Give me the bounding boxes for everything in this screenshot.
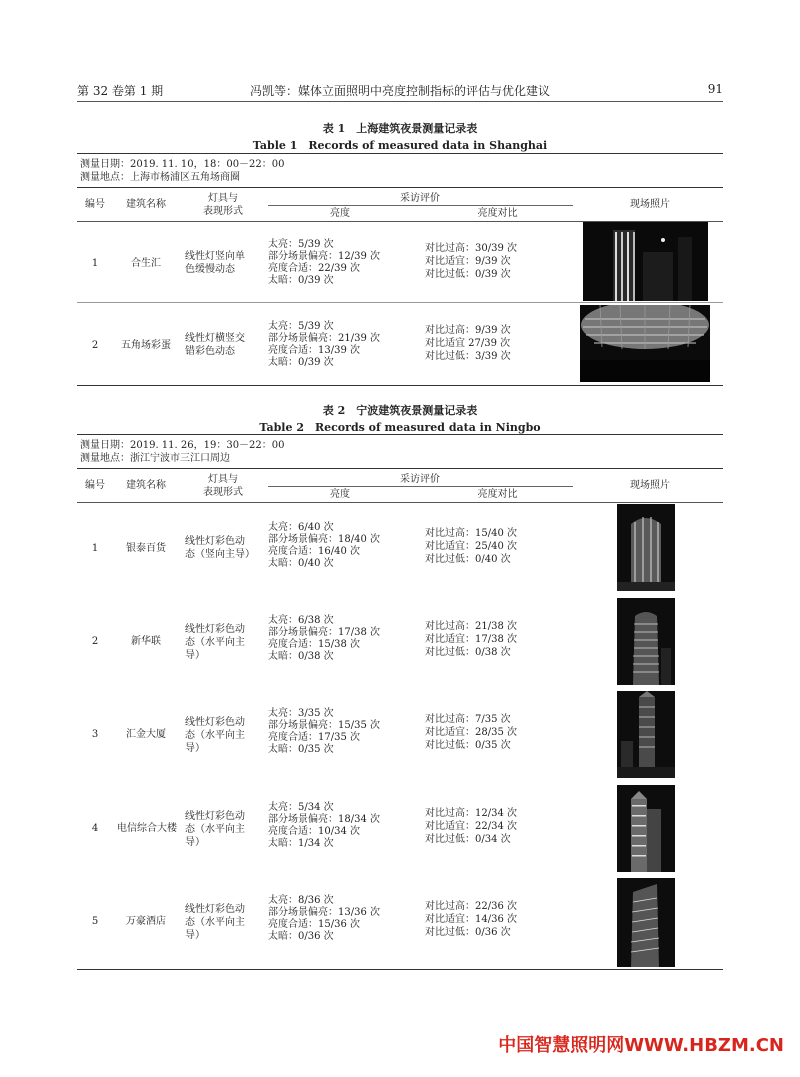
site-photo-yintai (617, 504, 675, 591)
fixture-form: 线性灯彩色动 (185, 624, 245, 635)
page-number: 91 (707, 82, 723, 96)
luminance-eval: 太暗：0/39 次 (268, 357, 334, 368)
luminance-eval: 太暗：0/40 次 (268, 558, 334, 569)
site-photo-xinhualian (617, 598, 675, 685)
col-photo: 现场照片 (630, 480, 670, 491)
building-name: 万豪酒店 (126, 916, 166, 927)
luminance-eval: 亮度合适：22/39 次 (268, 263, 360, 274)
table2-caption-en: Table 2 Records of measured data in Ningbo (259, 421, 541, 434)
table1-bottom-rule (77, 385, 723, 386)
watermark-text: 中国智慧照明网WWW.HBZM.CN (498, 1035, 784, 1056)
journal-volume: 第 32 卷第 1 期 (77, 84, 164, 98)
running-header (77, 82, 723, 100)
contrast-eval: 对比过高：7/35 次 (425, 714, 511, 725)
site-photo-telecom (617, 785, 675, 872)
contrast-eval: 对比过高：9/39 次 (425, 325, 511, 336)
fixture-form: 错彩色动态 (185, 346, 235, 357)
col-photo: 现场照片 (630, 199, 670, 210)
table2-date: 测量日期：2019. 11. 26，19：30－22：00 (80, 440, 285, 451)
table2-header-rule (77, 468, 723, 469)
luminance-eval: 部分场景偏亮：17/38 次 (268, 627, 380, 638)
luminance-eval: 部分场景偏亮：21/39 次 (268, 333, 380, 344)
fixture-form: 线性灯彩色动 (185, 811, 245, 822)
row-divider (77, 302, 723, 303)
luminance-eval: 亮度合适：10/34 次 (268, 826, 360, 837)
luminance-eval: 部分场景偏亮：15/35 次 (268, 720, 380, 731)
contrast-eval: 对比过高：30/39 次 (425, 243, 517, 254)
table1-caption-en: Table 1 Records of measured data in Shanghai (252, 139, 548, 152)
table1-caption-cn: 表 1 上海建筑夜景测量记录表 (322, 122, 478, 135)
contrast-eval: 对比适宜 27/39 次 (425, 338, 511, 349)
contrast-eval: 对比适宜：9/39 次 (425, 256, 511, 267)
row-number: 1 (91, 543, 99, 554)
col-no: 编号 (85, 480, 105, 491)
header-rule (77, 101, 723, 102)
luminance-eval: 太亮：3/35 次 (268, 708, 334, 719)
row-number: 3 (91, 729, 99, 740)
fixture-form: 导） (185, 837, 205, 848)
contrast-eval: 对比适宜：28/35 次 (425, 727, 517, 738)
table1-place: 测量地点：上海市杨浦区五角场商圈 (80, 172, 240, 183)
contrast-eval: 对比适宜：25/40 次 (425, 541, 517, 552)
fixture-form: 导） (185, 743, 205, 754)
contrast-eval: 对比过低：0/35 次 (425, 740, 511, 751)
col-no: 编号 (85, 199, 105, 210)
table2-caption-cn: 表 2 宁波建筑夜景测量记录表 (322, 404, 478, 417)
col-name: 建筑名称 (126, 199, 166, 210)
survey-subrule (268, 486, 573, 487)
table2-bottom-rule (77, 969, 723, 970)
luminance-eval: 亮度合适：15/38 次 (268, 639, 360, 650)
fixture-form: 态（竖向主导） (185, 549, 255, 560)
site-photo-wujiaochang-egg (580, 305, 710, 382)
luminance-eval: 太亮：8/36 次 (268, 895, 334, 906)
contrast-eval: 对比适宜：17/38 次 (425, 634, 517, 645)
contrast-eval: 对比过低：3/39 次 (425, 351, 511, 362)
fixture-form: 色缓慢动态 (185, 264, 235, 275)
site-photo-marriott (617, 878, 675, 967)
luminance-eval: 部分场景偏亮：18/34 次 (268, 814, 380, 825)
row-number: 2 (91, 636, 99, 647)
contrast-eval: 对比过低：0/36 次 (425, 927, 511, 938)
article-title: 冯凯等：媒体立面照明中亮度控制指标的评估与优化建议 (249, 84, 550, 98)
luminance-eval: 部分场景偏亮：12/39 次 (268, 251, 380, 262)
building-name: 新华联 (131, 636, 161, 647)
col-luminance: 亮度 (330, 489, 350, 500)
col-survey: 采访评价 (400, 474, 440, 485)
table2-body-rule (77, 502, 723, 503)
contrast-eval: 对比适宜：14/36 次 (425, 914, 517, 925)
fixture-form: 态（水平向主 (185, 917, 245, 928)
luminance-eval: 太暗：1/34 次 (268, 838, 334, 849)
luminance-eval: 亮度合适：16/40 次 (268, 546, 360, 557)
table1-header-rule (77, 187, 723, 188)
table2-top-rule (77, 434, 723, 435)
luminance-eval: 太亮：5/34 次 (268, 802, 334, 813)
table1-date: 测量日期：2019. 11. 10，18：00－22：00 (80, 159, 285, 170)
building-name: 汇金大厦 (126, 729, 166, 740)
contrast-eval: 对比过低：0/40 次 (425, 554, 511, 565)
fixture-form: 导） (185, 650, 205, 661)
building-name: 五角场彩蛋 (121, 340, 171, 351)
col-survey: 采访评价 (400, 193, 440, 204)
col-contrast: 亮度对比 (477, 208, 518, 219)
contrast-eval: 对比过高：15/40 次 (425, 528, 517, 539)
luminance-eval: 部分场景偏亮：13/36 次 (268, 907, 380, 918)
row-number: 2 (91, 340, 99, 351)
col-form-2: 表现形式 (203, 487, 243, 498)
site-photo-hesheng (583, 222, 708, 301)
contrast-eval: 对比过低：0/39 次 (425, 269, 511, 280)
fixture-form: 线性灯彩色动 (185, 717, 245, 728)
contrast-eval: 对比过高：21/38 次 (425, 621, 517, 632)
col-form-1: 灯具与 (208, 193, 238, 204)
fixture-form: 线性灯彩色动 (185, 904, 245, 915)
col-form-1: 灯具与 (208, 474, 238, 485)
fixture-form: 导） (185, 930, 205, 941)
col-form-2: 表现形式 (203, 206, 243, 217)
fixture-form: 态（水平向主 (185, 730, 245, 741)
luminance-eval: 太亮：6/40 次 (268, 522, 334, 533)
fixture-form: 态（水平向主 (185, 637, 245, 648)
building-name: 合生汇 (131, 258, 161, 269)
col-name: 建筑名称 (126, 480, 166, 491)
table2-place: 测量地点：浙江宁波市三江口周边 (80, 453, 230, 464)
luminance-eval: 亮度合适：17/35 次 (268, 732, 360, 743)
building-name: 电信综合大楼 (117, 823, 177, 834)
luminance-eval: 太亮：5/39 次 (268, 321, 334, 332)
luminance-eval: 太暗：0/39 次 (268, 275, 334, 286)
contrast-eval: 对比过高：22/36 次 (425, 901, 517, 912)
contrast-eval: 对比过低：0/38 次 (425, 647, 511, 658)
fixture-form: 线性灯竖向单 (185, 251, 245, 262)
luminance-eval: 太暗：0/35 次 (268, 744, 334, 755)
fixture-form: 态（水平向主 (185, 824, 245, 835)
row-number: 1 (91, 258, 99, 269)
fixture-form: 线性灯横竖交 (185, 333, 245, 344)
contrast-eval: 对比过高：12/34 次 (425, 808, 517, 819)
col-luminance: 亮度 (330, 208, 350, 219)
luminance-eval: 太亮：6/38 次 (268, 615, 334, 626)
luminance-eval: 太暗：0/38 次 (268, 651, 334, 662)
contrast-eval: 对比适宜：22/34 次 (425, 821, 517, 832)
survey-subrule (268, 205, 573, 206)
contrast-eval: 对比过低：0/34 次 (425, 834, 511, 845)
luminance-eval: 部分场景偏亮：18/40 次 (268, 534, 380, 545)
luminance-eval: 亮度合适：15/36 次 (268, 919, 360, 930)
row-number: 4 (91, 823, 99, 834)
luminance-eval: 太暗：0/36 次 (268, 931, 334, 942)
fixture-form: 线性灯彩色动 (185, 536, 245, 547)
row-number: 5 (91, 916, 99, 927)
luminance-eval: 亮度合适：13/39 次 (268, 345, 360, 356)
col-contrast: 亮度对比 (477, 489, 518, 500)
luminance-eval: 太亮：5/39 次 (268, 239, 334, 250)
site-photo-huijin (617, 691, 675, 778)
building-name: 银泰百货 (126, 543, 166, 554)
table1-top-rule (77, 153, 723, 154)
